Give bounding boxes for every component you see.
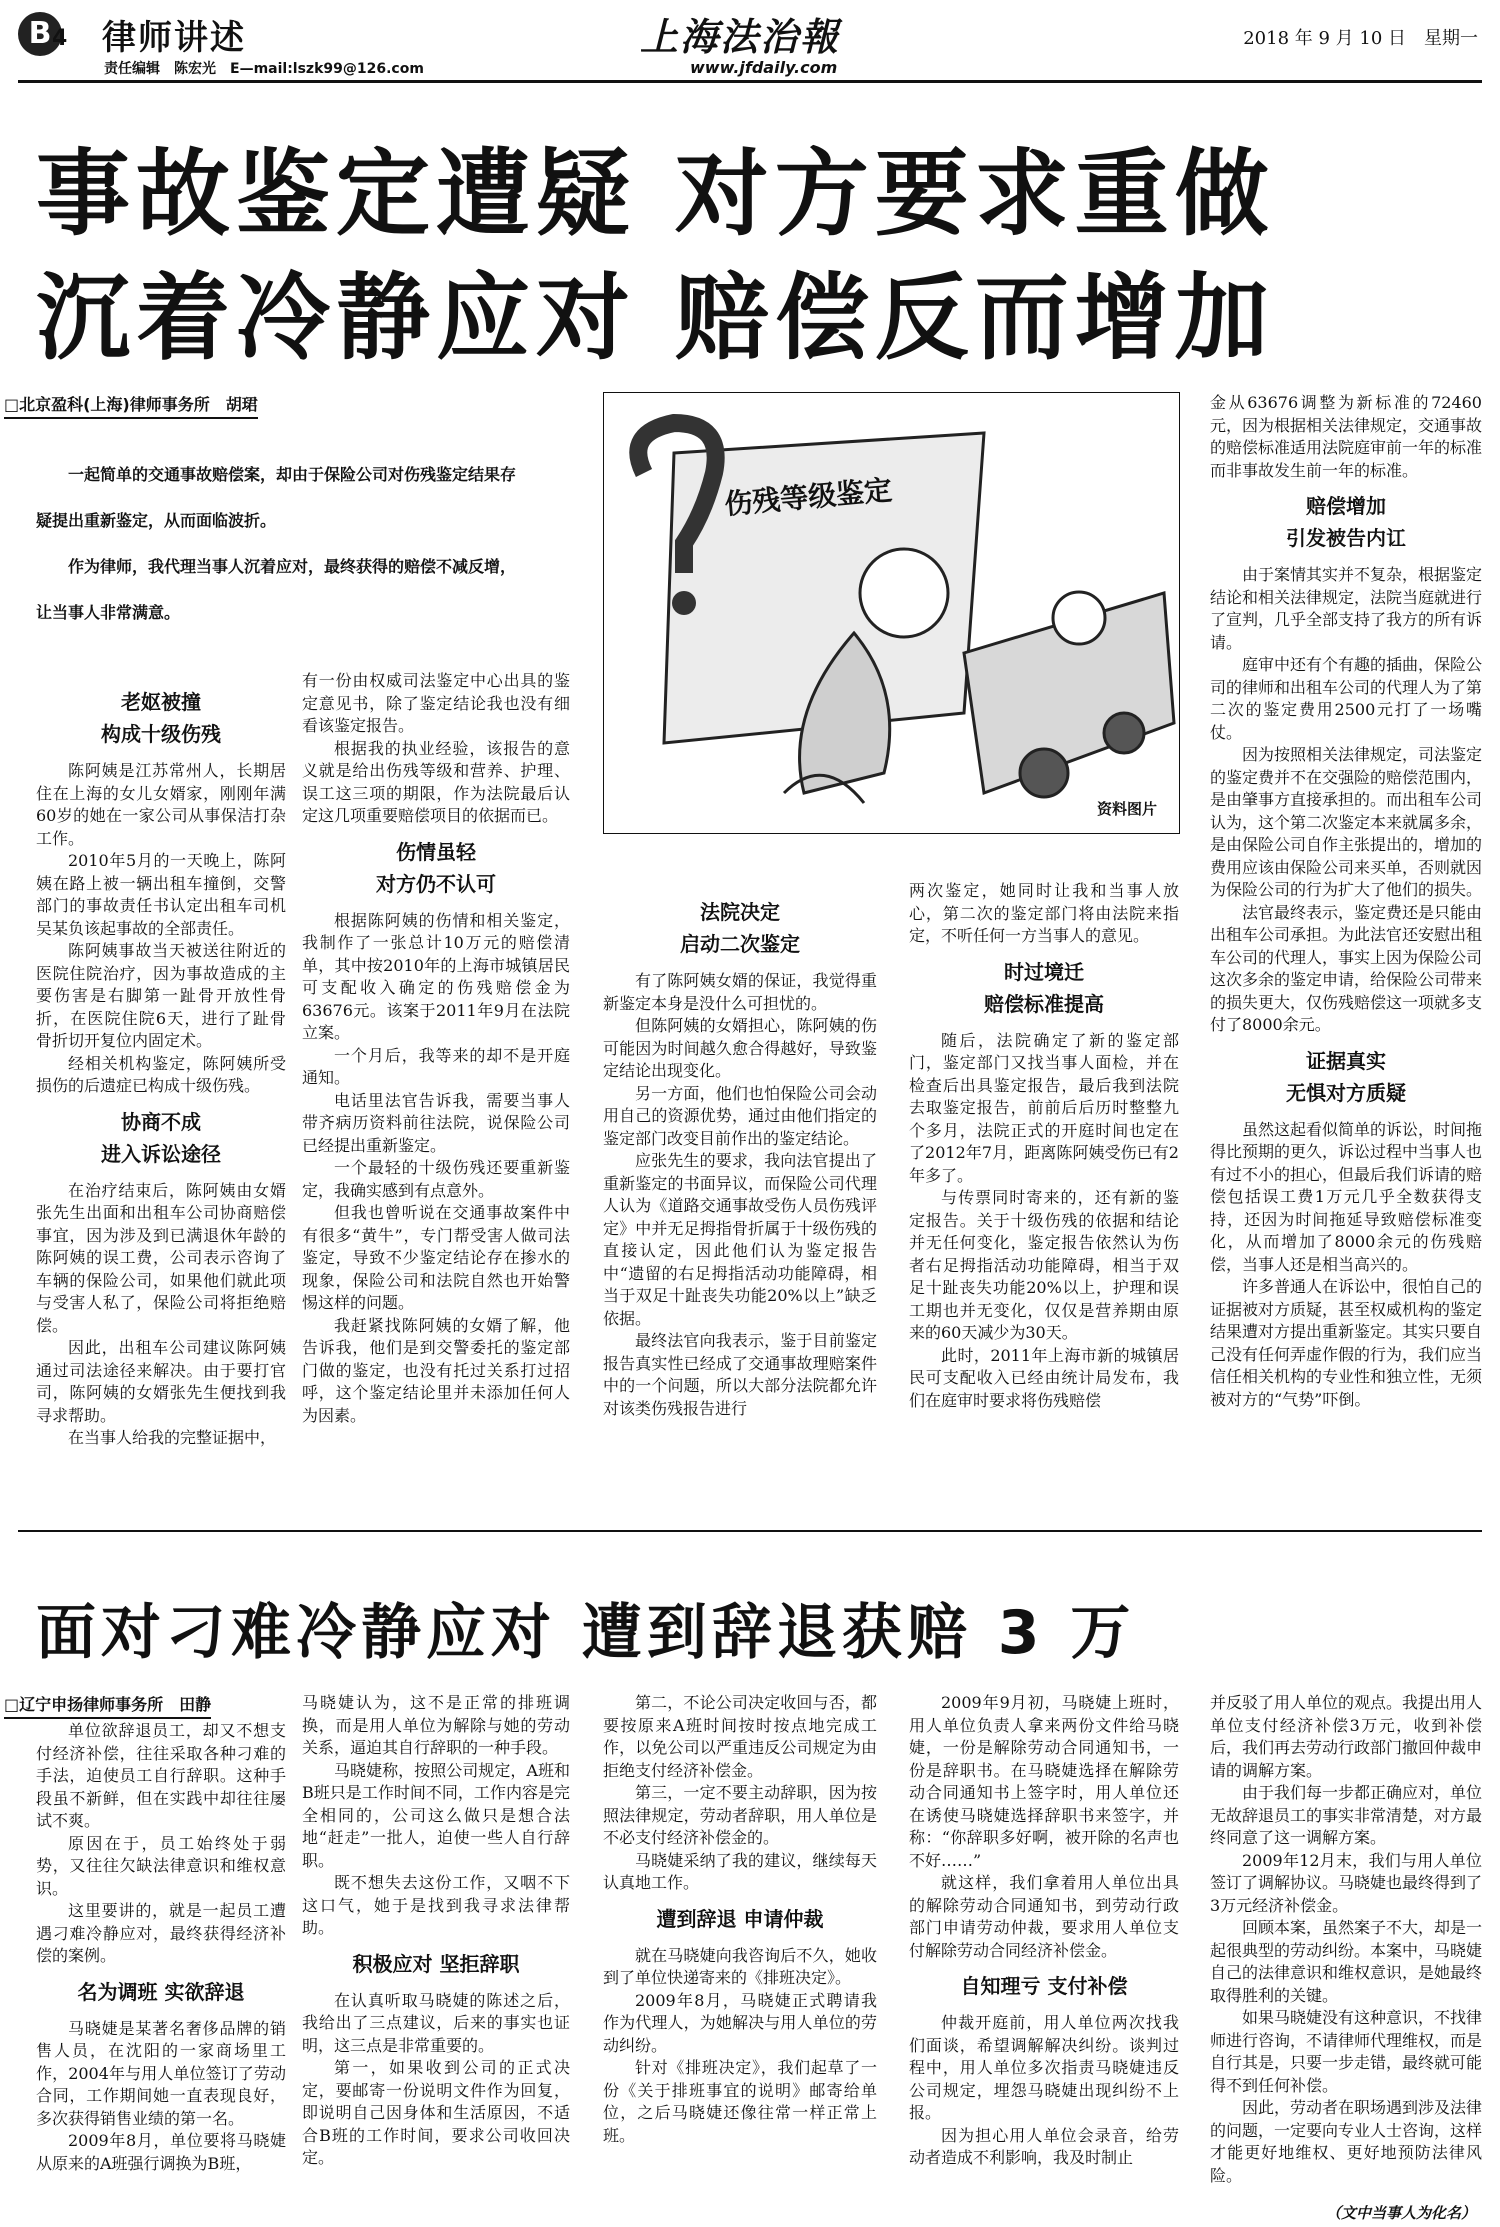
paragraph: 2010年5月的一天晚上，陈阿姨在路上被一辆出租车撞倒，交警部门的事故责任书认定出租车司机吴某负该起事故的全部责任。 — [36, 851, 286, 938]
article2-column-5 — [1210, 1692, 1482, 2187]
paragraph: 回顾本案，虽然案子不大，却是一起很典型的劳动纠纷。本案中，马晓婕自己的法律意识和维权意识，是她最终取得胜利的关键。 — [1210, 1918, 1483, 2005]
newspaper-masthead: 上海法治報 — [640, 14, 841, 59]
paragraph: 并反驳了用人单位的观点。我提出用人单位支付经济补偿3万元，收到补偿后，我们再去劳动行政部门撤回仲裁申请的调解方案。 — [1210, 1693, 1483, 1780]
header-rule — [18, 80, 1482, 83]
paragraph: 在认真听取马晓婕的陈述之后，我给出了三点建议，后来的事实也证明，这三点是非常重要的。 — [302, 1990, 570, 2055]
paragraph: 因此，出租车公司建议陈阿姨通过司法途径来解决。由于要打官司，陈阿姨的女婿张先生便找到我寻求帮助。 — [36, 1338, 286, 1425]
paragraph: 如果马晓婕没有这种意识，不找律师进行咨询，不请律师代理维权，而是自行其是，只要一步走错，最终就可能得不到任何补偿。 — [1210, 2008, 1483, 2095]
paragraph: 原因在于，员工始终处于弱势，又往往欠缺法律意识和维权意识。 — [36, 1833, 286, 1898]
paragraph: 经相关机构鉴定，陈阿姨所受损伤的后遗症已构成十级伤残。 — [36, 1053, 286, 1095]
article1-headline-line1: 事故鉴定遭疑 对方要求重做 — [36, 140, 1275, 249]
paragraph: 但我也曾听说在交通事故案件中有很多“黄牛”，专门帮受害人做司法鉴定，导致不少鉴定结论存在掺水的现象，保险公司和法院自然也开始警惕这样的问题。 — [302, 1203, 570, 1312]
article1-column-1 — [36, 678, 286, 1450]
article2-column-3 — [603, 1692, 877, 2147]
paragraph: 金从63676调整为新标准的72460元，因为根据相关法律规定，交通事故的赔偿标准适用法院庭审前一年的标准而非事故发生前一年的标准。 — [1210, 393, 1483, 480]
paragraph: 这里要讲的，就是一起员工遭遇刁难冷静应对，最终获得经济补偿的案例。 — [36, 1901, 286, 1965]
paragraph: 法官最终表示，鉴定费还是只能由出租车公司承担。为此法官还安慰出租车公司的代理人，事实上因为保险公司这次多余的鉴定申请，给保险公司带来的损失更大，仅伤残赔偿这一项就多支付了8000余元。 — [1210, 902, 1483, 1034]
paragraph: 单位欲辞退员工，却又不想支付经济补偿，往往采取各种刁难的手法，迫使员工自行辞职。这种手段虽不新鲜，但在实践中却往往屡试不爽。 — [36, 1721, 286, 1830]
paragraph: 应张先生的要求，我向法官提出了重新鉴定的书面异议，而保险公司代理人认为《道路交通事故受伤人员伤残评定》中并无足拇指骨折属于十级伤残的直接认定，因此他们认为鉴定报告中“遗留的右足拇指活动功能障碍，相当于双足十趾丧失功能20%以上”缺乏依据。 — [603, 1151, 877, 1328]
paragraph: 2009年8月，马晓婕正式聘请我作为代理人，为她解决与用人单位的劳动纠纷。 — [603, 1990, 877, 2055]
article2-column-4 — [909, 1692, 1179, 2170]
paragraph: 许多普通人在诉讼中，很怕自己的证据被对方质疑，甚至权威机构的鉴定结果遭对方提出重新鉴定。其实只要自己没有任何弄虚作假的行为，我们应当信任相关机构的专业性和独立性，无须被对方的“气势”吓倒。 — [1210, 1277, 1483, 1409]
paragraph: 另一方面，他们也怕保险公司会动用自己的资源优势，通过由他们指定的鉴定部门改变目前作出的鉴定结论。 — [603, 1083, 877, 1148]
paragraph: 与传票同时寄来的，还有新的鉴定报告。关于十级伤残的依据和结论并无任何变化，鉴定报告依然认为伤者右足拇指活动功能障碍，相当于双足十趾丧失功能20%以上，护理和误工期也并无变化，仅仅是营养期由原来的60天减少为30天。 — [909, 1188, 1179, 1342]
paragraph: 陈阿姨事故当天被送往附近的医院住院治疗，因为事故造成的主要伤害是右脚第一趾骨开放性骨折，在医院住院6天，进行了趾骨骨折切开复位内固定术。 — [36, 941, 286, 1050]
paragraph: 第三，一定不要主动辞职，因为按照法律规定，劳动者辞职，用人单位是不必支付经济补偿金的。 — [603, 1783, 877, 1847]
paragraph: 但陈阿姨的女婿担心，陈阿姨的伤可能因为时间越久愈合得越好，导致鉴定结论出现变化。 — [603, 1016, 877, 1080]
paragraph: 一个月后，我等来的却不是开庭通知。 — [302, 1045, 570, 1087]
paragraph: 我赶紧找陈阿姨的女婿了解，他告诉我，他们是到交警委托的鉴定部门做的鉴定，也没有托过关系打过招呼，这个鉴定结论里并未添加任何人为因素。 — [302, 1315, 570, 1425]
paragraph: 2009年9月初，马晓婕上班时，用人单位负责人拿来两份文件给马晓婕，一份是解除劳动合同通知书，一份是辞职书。在马晓婕选择在解除劳动合同通知书上签字时，用人单位还在诱使马晓婕选择辞职书来签字，并称：“你辞职多好啊，被开除的名声也不好……” — [909, 1693, 1179, 1870]
paragraph: 马晓婕称，按照公司规定，A班和B班只是工作时间不同，工作内容是完全相同的，公司这么做只是想合法地“赶走”一批人，迫使一些人自行辞职。 — [302, 1760, 570, 1870]
subheading: 时过境迁 赔偿标准提高 — [984, 959, 1104, 1016]
paragraph: 根据我的执业经验，该报告的意义就是给出伤残等级和营养、护理、误工这三项的期限，作为法院最后认定这几项重要赔偿项目的依据而已。 — [302, 738, 570, 825]
paragraph: 针对《排班决定》，我们起草了一份《关于排班事宜的说明》邮寄给单位，之后马晓婕还像往常一样正常上班。 — [603, 2058, 877, 2145]
paragraph: 最终法官向我表示，鉴于目前鉴定报告真实性已经成了交通事故理赔案件中的一个问题，所以大部分法院都允许对该类伤残报告进行 — [603, 1331, 877, 1418]
article1-lead — [36, 452, 526, 636]
paragraph: 电话里法官告诉我，需要当事人带齐病历资料前往法院，说保险公司已经提出重新鉴定。 — [302, 1090, 570, 1155]
article2-footnote: （文中当事人为化名） — [1325, 2204, 1476, 2222]
article2-headline: 面对刁难冷静应对 遭到辞退获赔 3 万 — [36, 1598, 1136, 1668]
article1-column-2 — [302, 670, 570, 1427]
paragraph: 马晓婕采纳了我的建议，继续每天认真地工作。 — [603, 1850, 877, 1892]
issue-date: 2018 年 9 月 10 日 星期一 — [1243, 28, 1478, 49]
subheading: 协商不成 进入诉讼途径 — [101, 1109, 221, 1166]
subheading: 积极应对 坚拒辞职 — [352, 1951, 520, 1976]
paragraph: 既不想失去这份工作，又咽不下这口气，她于是找到我寻求法律帮助。 — [302, 1873, 570, 1937]
paragraph: 2009年12月末，我们与用人单位签订了调解协议。马晓婕也最终得到了3万元经济补偿金。 — [1210, 1850, 1483, 1915]
paragraph: 因为担心用人单位会录音，给劳动者造成不利影响，我及时制止 — [909, 2125, 1179, 2167]
paragraph: 在当事人给我的完整证据中， — [68, 1428, 277, 1447]
image-label: 伤残等级鉴定 — [723, 473, 894, 521]
subheading: 证据真实 无惧对方质疑 — [1286, 1048, 1406, 1105]
paragraph: 两次鉴定，她同时让我和当事人放心，第二次的鉴定部门将由法院来指定，不听任何一方当事人的意见。 — [909, 881, 1179, 945]
paragraph: 随后，法院确定了新的鉴定部门，鉴定部门又找当事人面检，并在检查后出具鉴定报告，最后我到法院去取鉴定报告，前前后后历时整整九个多月，法院正式的开庭时间也定在了2012年7月，距离陈阿姨受伤已有2年多了。 — [909, 1030, 1179, 1185]
editor-info: 责任编辑 陈宏光 E—mail:lszk99@126.com — [104, 61, 424, 77]
subheading: 法院决定 启动二次鉴定 — [680, 900, 800, 956]
paragraph: 陈阿姨是江苏常州人，长期居住在上海的女儿女婿家，刚刚年满60岁的她在一家公司从事保洁打杂工作。 — [36, 761, 286, 848]
page-letter-badge: B — [18, 12, 62, 56]
section-title: 律师讲述 — [102, 18, 246, 58]
article1-headline-line2: 沉着冷静应对 赔偿反而增加 — [36, 264, 1275, 373]
paragraph: 虽然这起看似简单的诉讼，时间拖得比预期的更久，诉讼过程中当事人也有过不小的担心，但最后我们诉请的赔偿包括误工费1万元几乎全数获得支持，还因为时间拖延导致赔偿标准变化，从而增加了8000余元的伤残赔偿，当事人还是相当高兴的。 — [1210, 1119, 1483, 1274]
paragraph: 在治疗结束后，陈阿姨由女婿张先生出面和出租车公司协商赔偿事宜，因为涉及到已满退休年龄的陈阿姨的误工费，公司表示咨询了车辆的保险公司，如果他们就此项与受害人私了，保险公司将拒绝赔偿。 — [36, 1180, 286, 1335]
subheading: 伤情虽轻 对方仍不认可 — [376, 839, 496, 896]
article1-column-5 — [1210, 392, 1482, 1411]
paragraph: 仲裁开庭前，用人单位两次找我们面谈，希望调解解决纠纷。谈判过程中，用人单位多次指责马晓婕违反公司规定，埋怨马晓婕出现纠纷不上报。 — [909, 2013, 1179, 2122]
paragraph: 一个最轻的十级伤残还要重新鉴定，我确实感到有点意外。 — [302, 1158, 570, 1200]
page-number: 4 — [52, 26, 68, 51]
subheading: 赔偿增加 引发被告内讧 — [1286, 494, 1406, 550]
article2-byline: □辽宁申扬律师事务所 田静 — [4, 1692, 211, 1719]
paragraph: 就这样，我们拿着用人单位出具的解除劳动合同通知书，到劳动行政部门申请劳动仲裁，要求用人单位支付解除劳动合同经济补偿金。 — [909, 1873, 1179, 1960]
newspaper-website: www.jfdaily.com — [690, 58, 838, 77]
paragraph: 马晓婕是某著名奢侈品牌的销售人员，在沈阳的一家商场里工作，2004年与用人单位签订了劳动合同，工作期间她一直表现良好，多次获得销售业绩的第一名。 — [36, 2018, 286, 2128]
paragraph: 此时，2011年上海市新的城镇居民可支配收入已经由统计局发布，我们在庭审时要求将伤残赔偿 — [909, 1345, 1179, 1410]
paragraph: 就在马晓婕向我咨询后不久，她收到了单位快递寄来的《排班决定》。 — [603, 1945, 877, 1987]
paragraph: 马晓婕认为，这不是正常的排班调换，而是用人单位为解除与她的劳动关系，逼迫其自行辞职的一种手段。 — [302, 1693, 570, 1757]
paragraph: 第二，不论公司决定收回与否，都要按原来A班时间按时按点地完成工作，以免公司以严重违反公司规定为由拒绝支付经济补偿金。 — [603, 1693, 877, 1780]
paragraph: 由于案情其实并不复杂，根据鉴定结论和相关法律规定，法院当庭就进行了宣判，几乎全部支持了我方的所有诉请。 — [1210, 565, 1483, 652]
article1-byline: □北京盈科(上海)律师事务所 胡珺 — [4, 392, 258, 419]
paragraph: 第一，如果收到公司的正式决定，要邮寄一份说明文件作为回复，即说明自己因身体和生活原因，不适合B班的工作时间，要求公司收回决定。 — [302, 2058, 570, 2167]
paragraph: 有一份由权威司法鉴定中心出具的鉴定意见书，除了鉴定结论我也没有细看该鉴定报告。 — [302, 671, 570, 735]
article1-column-4 — [909, 880, 1179, 1412]
subheading: 名为调班 实欲辞退 — [77, 1979, 245, 2004]
accident-illustration-icon — [604, 393, 1179, 833]
image-caption: 资料图片 — [1096, 800, 1157, 818]
article2-column-2 — [302, 1692, 570, 2170]
article-divider — [18, 1530, 1482, 1532]
subheading: 自知理亏 支付补偿 — [960, 1974, 1128, 1998]
paragraph: 因为按照相关法律规定，司法鉴定的鉴定费并不在交强险的赔偿范围内，是由肇事方直接承担的。而出租车公司认为，这个第二次鉴定本来就属多余，是由保险公司自作主张提出的，增加的费用应该由保险公司来买单，否则就因为保险公司的行为扩大了他们的损失。 — [1210, 745, 1483, 899]
subheading: 老妪被撞 构成十级伤残 — [101, 690, 221, 746]
lead-paragraph: 作为律师，我代理当事人沉着应对，最终获得的赔偿不减反增，让当事人非常满意。 — [36, 557, 517, 622]
paragraph: 由于我们每一步都正确应对，单位无故辞退员工的事实非常清楚，对方最终同意了这一调解方案。 — [1210, 1783, 1483, 1847]
article2-column-1 — [36, 1720, 286, 2175]
article1-column-3 — [603, 888, 877, 1420]
subheading: 遭到辞退 申请仲裁 — [656, 1906, 824, 1931]
paragraph: 有了陈阿姨女婿的保证，我觉得重新鉴定本身是没什么可担忧的。 — [603, 971, 877, 1013]
lead-paragraph: 一起简单的交通事故赔偿案，却由于保险公司对伤残鉴定结果存疑提出重新鉴定，从而面临波折。 — [36, 465, 517, 530]
article1-illustration — [603, 392, 1180, 834]
paragraph: 根据陈阿姨的伤情和相关鉴定，我制作了一张总计10万元的赔偿清单，其中按2010年的上海市城镇居民可支配收入确定的伤残赔偿金为63676元。该案于2011年9月在法院立案。 — [302, 910, 570, 1042]
paragraph: 2009年8月，单位要将马晓婕从原来的A班强行调换为B班， — [36, 2131, 286, 2173]
paragraph: 因此，劳动者在职场遇到涉及法律的问题，一定要向专业人士咨询，这样才能更好地维权、更好地预防法律风险。 — [1210, 2098, 1483, 2185]
paragraph: 庭审中还有个有趣的插曲，保险公司的律师和出租车公司的代理人为了第二次的鉴定费用2500元打了一场嘴仗。 — [1210, 655, 1483, 742]
